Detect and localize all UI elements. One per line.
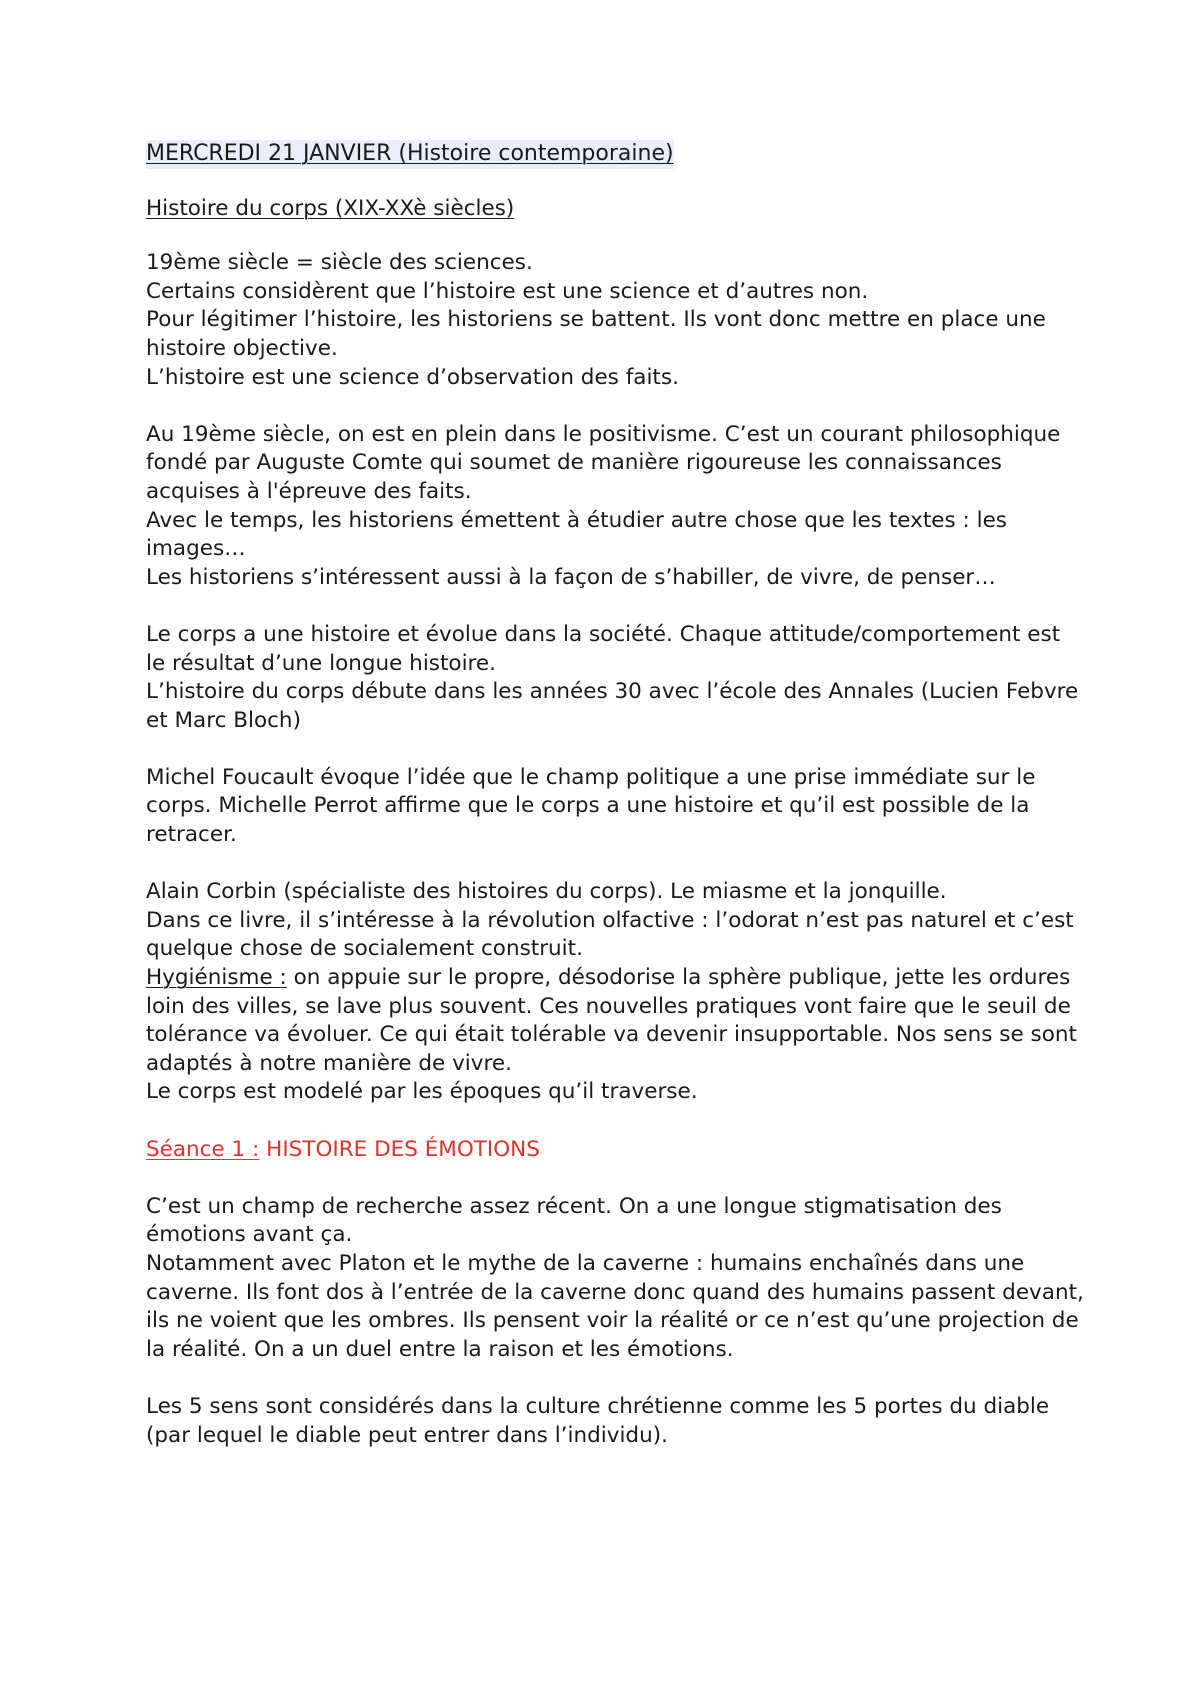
section-heading-seance <box>146 1136 1086 1165</box>
text-line: Les 5 sens sont considérés dans la culture chrétienne comme les 5 portes du diable (par lequel le diable peut entrer dans l’individu). <box>146 1393 1050 1448</box>
hygienisme-text: on appuie sur le propre, désodorise la sphère publique, jette les ordures loin des villes, se lave plus souvent. Ces nouvelles pratiques vont faire que le seuil de tolérance va évoluer. Ce qui était tolérable va devenir insupportable. Nos sens se sont adaptés à notre manière de vivre. <box>146 965 1077 1076</box>
paragraph-sens <box>146 1393 1086 1450</box>
text-line: Les historiens s’intéressent aussi à la façon de s’habiller, de vivre, de penser… <box>146 564 996 590</box>
hygienisme-term: Hygiénisme : <box>146 965 287 991</box>
paragraph-corps-histoire <box>146 621 1086 735</box>
text-line: L’histoire du corps débute dans les années 30 avec l’école des Annales (Lucien Febvre et Marc Bloch) <box>146 679 1079 733</box>
text-line: Alain Corbin (spécialiste des histoires du corps). Le miasme et la jonquille. <box>146 879 947 905</box>
paragraph-emotions <box>146 1193 1086 1365</box>
document-page <box>146 140 1086 1479</box>
text-line: Le corps est modelé par les époques qu’il traverse. <box>146 1079 698 1105</box>
paragraph-foucault <box>146 764 1086 850</box>
title-wrapper <box>146 140 1086 195</box>
text-line: Au 19ème siècle, on est en plein dans le positivisme. C’est un courant philosophique fondé par Auguste Comte qui soumet de manière rigoureuse les connaissances acquises à l'épreuve des faits. <box>146 421 1061 504</box>
paragraph-sciences <box>146 249 1086 392</box>
text-line: L’histoire est une science d’observation des faits. <box>146 364 679 390</box>
seance-label: Séance 1 : <box>146 1136 260 1162</box>
seance-title: HISTOIRE DES ÉMOTIONS <box>259 1136 540 1162</box>
text-line: Michel Foucault évoque l’idée que le champ politique a une prise immédiate sur le corps. Michelle Perrot affirme que le corps a une histoire et qu’il est possible de la retracer. <box>146 764 1036 848</box>
text-line: Certains considèrent que l’histoire est une science et d’autres non. <box>146 278 869 304</box>
text-line: 19ème siècle = siècle des sciences. <box>146 250 533 276</box>
paragraph-positivisme <box>146 421 1086 593</box>
text-line: Notamment avec Platon et le mythe de la caverne : humains enchaînés dans une caverne. Ils font dos à l’entrée de la caverne donc quand des humains passent devant, ils ne voient que les ombres. Ils pensent voir la réalité or ce n’est qu’une projection de la réalité. On a un duel entre la raison et les émotions. <box>146 1250 1084 1362</box>
text-line: Pour légitimer l’histoire, les historiens se battent. Ils vont donc mettre en place une histoire objective. <box>146 307 1046 361</box>
paragraph-corbin <box>146 878 1086 1107</box>
text-line: Le corps a une histoire et évolue dans la société. Chaque attitude/comportement est le résultat d’une longue histoire. <box>146 621 1061 676</box>
document-subtitle: Histoire du corps (XIX-XXè siècles) <box>146 195 515 221</box>
text-line: C’est un champ de recherche assez récent. On a une longue stigmatisation des émotions avant ça. <box>146 1193 1002 1248</box>
document-title: MERCREDI 21 JANVIER (Histoire contemporaine) <box>146 140 674 169</box>
hygienisme-line <box>146 964 1086 1078</box>
text-line: Avec le temps, les historiens émettent à étudier autre chose que les textes : les images… <box>146 507 1007 562</box>
text-line: Dans ce livre, il s’intéresse à la révolution olfactive : l’odorat n’est pas naturel et c’est quelque chose de socialement construit. <box>146 907 1074 962</box>
